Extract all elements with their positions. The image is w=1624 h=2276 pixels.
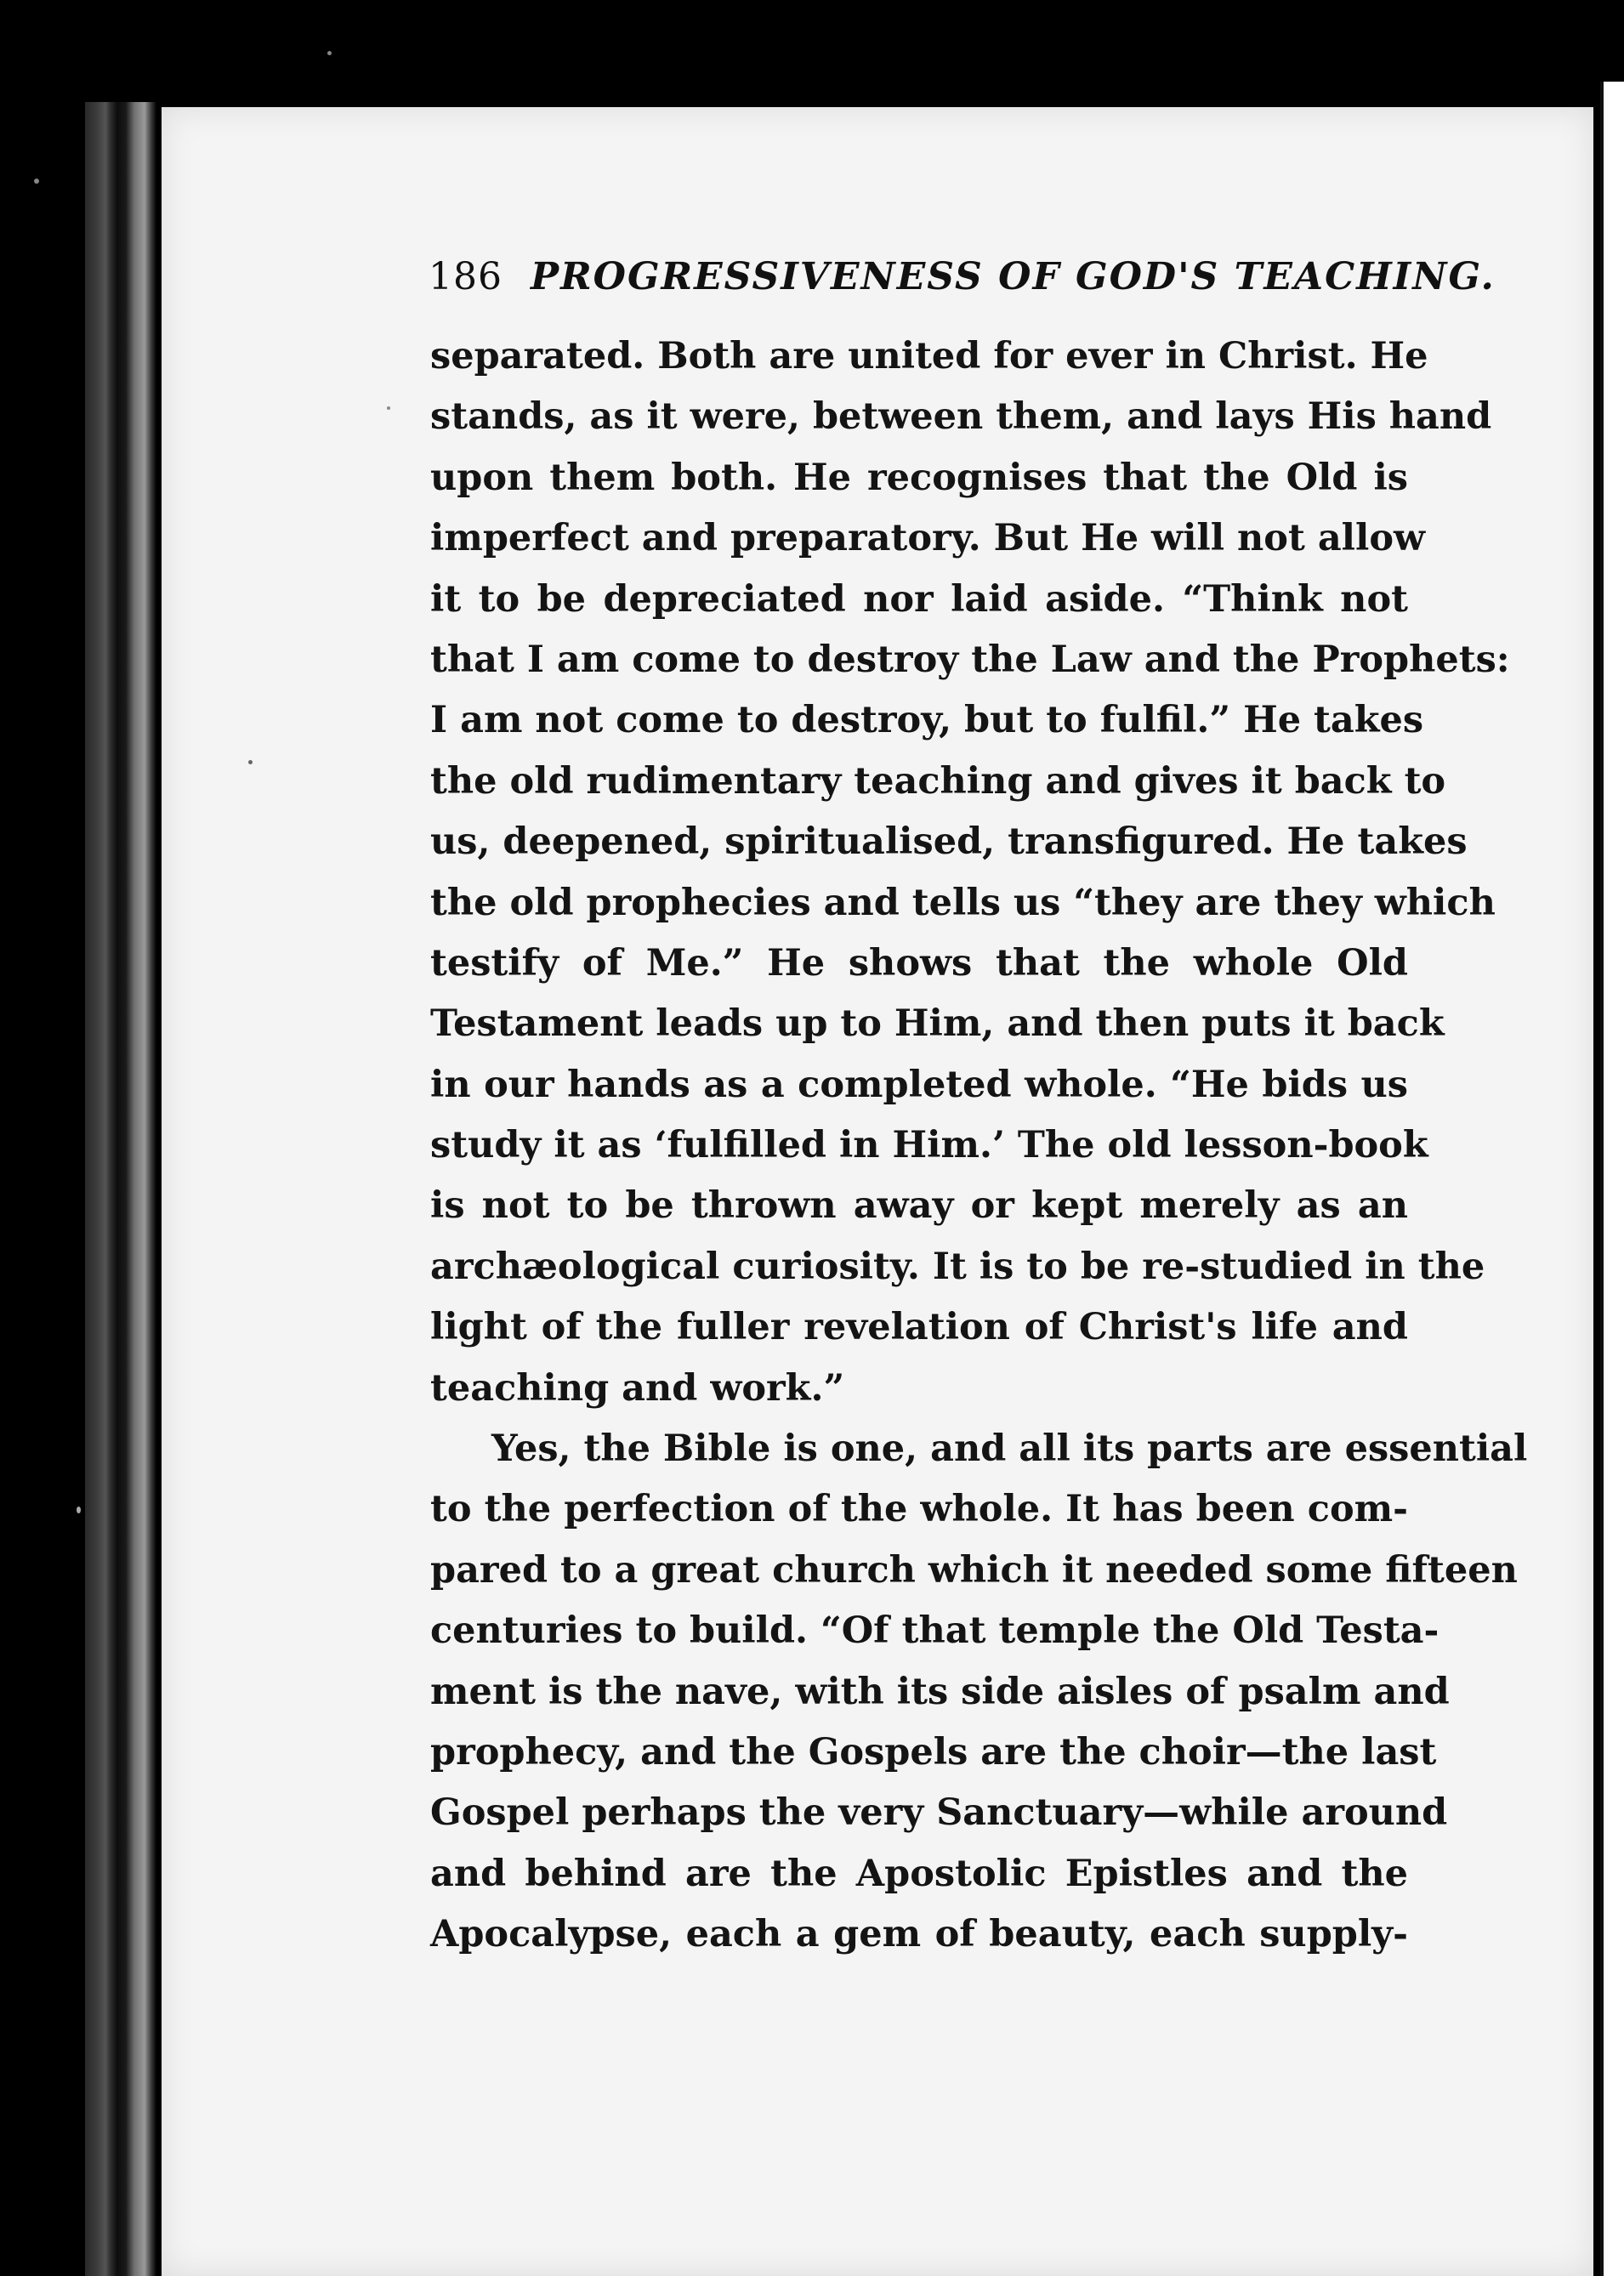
text-line: is not to be thrown away or kept merely as an [430,1184,1408,1228]
text-line: light of the fuller revelation of Christ's life and [430,1306,1408,1349]
scan-speck [248,760,253,764]
text-line: that I am come to destroy the Law and the Prophets: [430,638,1510,681]
text-line: ment is the nave, with its side aisles of psalm and [430,1670,1450,1713]
paragraph [430,1419,1528,1966]
running-title: PROGRESSIVENESS OF GOD'S TEACHING. [530,255,1496,298]
text-line: in our hands as a completed whole. “He bids us [430,1063,1408,1106]
text-line: and behind are the Apostolic Epistles and the [430,1852,1408,1895]
scan-right-border [1600,82,1624,2276]
text-line: archæological curiosity. It is to be re-studied in the [430,1245,1485,1288]
text-line: the old prophecies and tells us “they are they which [430,881,1496,924]
text-line: imperfect and preparatory. But He will not allow [430,517,1426,560]
text-line: Gospel perhaps the very Sanctuary—while around [430,1791,1448,1835]
text-line: it to be depreciated nor laid aside. “Think not [430,577,1408,621]
book-binding-edge [85,102,162,2276]
page-right-edge [1593,82,1600,2276]
paragraph [430,326,1510,1419]
text-line: prophecy, and the Gospels are the choir—the last [430,1730,1437,1774]
text-line: testify of Me.” He shows that the whole Old [430,941,1408,985]
text-line: study it as ‘fulfilled in Him.’ The old lesson-book [430,1124,1428,1167]
text-line: us, deepened, spiritualised, transfigured. He takes [430,820,1468,864]
text-line: Testament leads up to Him, and then puts it back [430,1002,1445,1046]
text-line: upon them both. He recognises that the Old is [430,456,1408,499]
page-number: 186 [429,255,503,298]
scan-speck [34,179,39,184]
scan-speck [387,406,390,410]
text-line: to the perfection of the whole. It has been com- [430,1488,1408,1531]
text-line: I am not come to destroy, but to fulfil.” He takes [430,699,1424,742]
running-header [429,255,1496,298]
text-line: Apocalypse, each a gem of beauty, each supply- [430,1913,1408,1956]
scan-speck [327,51,332,55]
scan-speck [77,1507,81,1513]
text-line: pared to a great church which it needed some fifteen [430,1548,1518,1592]
text-line: the old rudimentary teaching and gives it back to [430,759,1446,803]
text-line: stands, as it were, between them, and lays His hand [430,395,1492,439]
text-line: centuries to build. “Of that temple the Old Testa- [430,1609,1439,1653]
body-text [430,326,1528,1966]
text-line: teaching and work.” [430,1366,845,1410]
text-line: separated. Both are united for ever in Christ. He [430,335,1428,377]
text-line: Yes, the Bible is one, and all its parts are essential [491,1427,1528,1471]
